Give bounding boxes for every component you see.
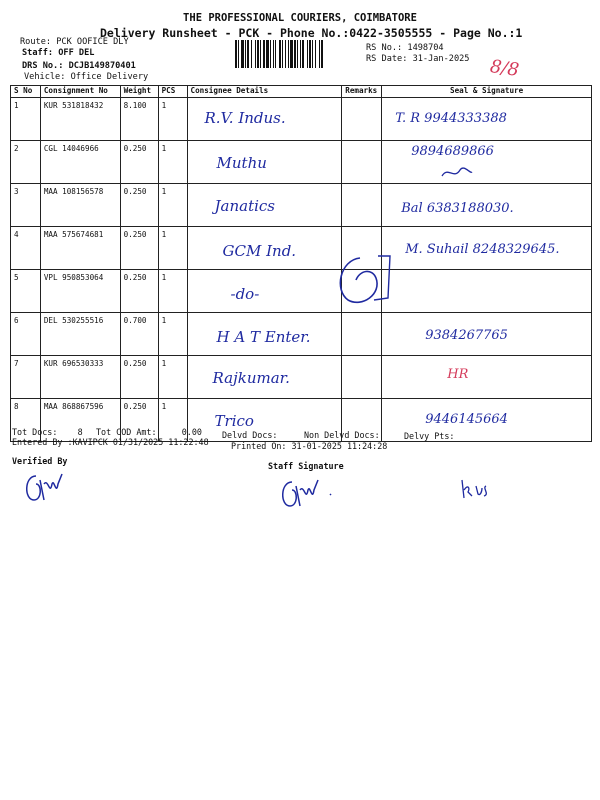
cell-pcs: 1: [158, 313, 187, 356]
cell-weight: 0.700: [120, 313, 158, 356]
cell-pcs: 1: [158, 356, 187, 399]
cell-signature: [382, 184, 592, 227]
cell-weight: 0.250: [120, 141, 158, 184]
tot-docs-value: 8: [77, 427, 83, 437]
verified-by: Verified By: [12, 456, 68, 466]
cell-consignment: KUR 531818432: [40, 98, 120, 141]
signature-handwriting: 9384267765: [425, 328, 508, 343]
consignee-handwriting: -do-: [230, 285, 260, 303]
cell-signature: [382, 356, 592, 399]
company-name: THE PROFESSIONAL COURIERS, COIMBATORE: [183, 12, 417, 24]
signature-handwriting: M. Suhail 8248329645.: [405, 242, 560, 257]
cell-sno: 7: [11, 356, 41, 399]
consignee-handwriting: R.V. Indus.: [204, 109, 286, 127]
header-consignment: Consignment No: [40, 86, 120, 98]
header-sno: S No: [11, 86, 41, 98]
table-row: [11, 141, 592, 184]
cell-sno: 6: [11, 313, 41, 356]
table-header-row: [11, 86, 592, 98]
drs-number: DRS No.: DCJB149870401: [22, 61, 136, 71]
table-row: [11, 98, 592, 141]
verified-signature: [22, 470, 70, 506]
cell-consignee: [187, 227, 342, 270]
cell-sno: 8: [11, 399, 41, 442]
cell-sno: 2: [11, 141, 41, 184]
tot-cod-label: Tot COD Amt:: [96, 427, 157, 437]
tot-docs-label: Tot Docs:: [12, 427, 58, 437]
signature-handwriting: 9446145664: [425, 412, 508, 427]
cell-sno: 5: [11, 270, 41, 313]
cell-sno: 3: [11, 184, 41, 227]
cell-weight: 8.100: [120, 98, 158, 141]
entered-by: Entered By :KAVIPCK 01/31/2025 11:22:48: [12, 437, 209, 447]
cell-consignee: [187, 141, 342, 184]
cell-weight: 0.250: [120, 227, 158, 270]
cell-sno: 4: [11, 227, 41, 270]
table-row: [11, 184, 592, 227]
header-signature: Seal & Signature: [382, 86, 592, 98]
cell-consignment: KUR 696530333: [40, 356, 120, 399]
cell-signature: [382, 227, 592, 270]
cell-signature: [382, 313, 592, 356]
cell-weight: 0.250: [120, 184, 158, 227]
consignment-table: [10, 85, 592, 442]
cell-consignee: [187, 184, 342, 227]
signature-handwriting: 9894689866: [411, 144, 494, 159]
cell-pcs: 1: [158, 270, 187, 313]
tot-cod: [96, 427, 202, 437]
table-row: [11, 227, 592, 270]
cell-consignee: [187, 313, 342, 356]
staff-signature-scribble: [278, 476, 342, 512]
cell-consignment: MAA 108156578: [40, 184, 120, 227]
tot-docs: [12, 427, 83, 437]
table-row: [11, 313, 592, 356]
table-row: [11, 356, 592, 399]
header-weight: Weight: [120, 86, 158, 98]
consignee-handwriting: H A T Enter.: [216, 328, 311, 346]
consignee-handwriting: Rajkumar.: [212, 369, 290, 387]
non-delvd-docs: Non Delvd Docs:: [304, 430, 380, 440]
cell-consignee: [187, 356, 342, 399]
staff: Staff: OFF DEL: [22, 48, 95, 58]
cell-signature: [382, 270, 592, 313]
cell-pcs: 1: [158, 399, 187, 442]
consignee-handwriting: Janatics: [214, 197, 275, 215]
cell-signature: [382, 141, 592, 184]
cell-consignment: DEL 530255516: [40, 313, 120, 356]
consignee-handwriting: Trico: [214, 412, 254, 430]
tot-cod-value: 0.00: [181, 427, 202, 437]
scribble-mark: [330, 250, 405, 310]
barcode: [235, 40, 360, 68]
handwritten-count: 8/8: [488, 56, 521, 81]
cell-pcs: 1: [158, 98, 187, 141]
cell-pcs: 1: [158, 184, 187, 227]
printed-on: Printed On: 31-01-2025 11:24:28: [231, 441, 388, 451]
scribble-mark: [440, 164, 474, 182]
runsheet-title: Delivery Runsheet - PCK - Phone No.:0422-3505555 - Page No.:1: [100, 26, 523, 40]
cell-consignment: MAA 575674681: [40, 227, 120, 270]
signature-handwriting: Bal 6383188030.: [401, 201, 514, 216]
signature-handwriting: T. R 9944333388: [395, 111, 507, 126]
table-row: [11, 270, 592, 313]
cell-consignment: CGL 14046966: [40, 141, 120, 184]
header-consignee: Consignee Details: [187, 86, 342, 98]
header-pcs: PCS: [158, 86, 187, 98]
cell-consignee: [187, 98, 342, 141]
delvd-docs: Delvd Docs:: [222, 430, 278, 440]
vehicle: Vehicle: Office Delivery: [24, 72, 149, 82]
cell-pcs: 1: [158, 227, 187, 270]
cell-consignment: VPL 950853064: [40, 270, 120, 313]
cell-remarks: [342, 356, 382, 399]
rs-number: RS No.: 1498704: [366, 43, 444, 53]
staff-signature: Staff Signature: [268, 461, 344, 471]
cell-remarks: [342, 184, 382, 227]
cell-remarks: [342, 313, 382, 356]
rs-date: RS Date: 31-Jan-2025: [366, 54, 470, 64]
cell-consignment: MAA 868867596: [40, 399, 120, 442]
header-remarks: Remarks: [342, 86, 382, 98]
signature-handwriting: HR: [447, 367, 469, 382]
cell-remarks: [342, 98, 382, 141]
cell-remarks: [342, 141, 382, 184]
cell-pcs: 1: [158, 141, 187, 184]
cell-signature: [382, 98, 592, 141]
cell-weight: 0.250: [120, 356, 158, 399]
consignee-handwriting: Muthu: [216, 154, 267, 172]
consignee-handwriting: GCM Ind.: [222, 242, 297, 260]
cell-weight: 0.250: [120, 270, 158, 313]
cell-consignee: [187, 270, 342, 313]
cell-weight: 0.250: [120, 399, 158, 442]
staff-initials: [458, 478, 492, 502]
delvy-pts: Delvy Pts:: [404, 431, 455, 441]
cell-sno: 1: [11, 98, 41, 141]
route: Route: PCK OOFICE DLY: [20, 37, 129, 47]
